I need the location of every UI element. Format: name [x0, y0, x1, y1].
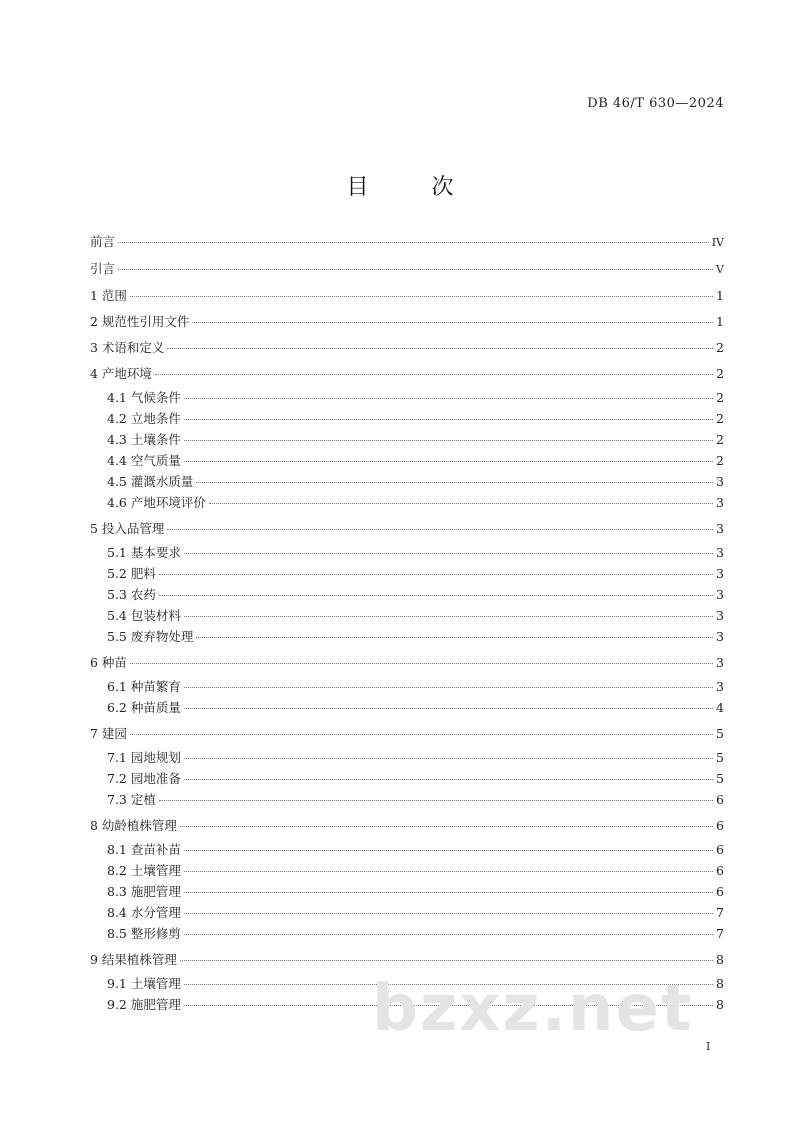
- toc-entry[interactable]: [90, 793, 724, 807]
- toc-entry[interactable]: [90, 701, 724, 715]
- toc-entry-page: 3: [716, 474, 724, 489]
- toc-entry[interactable]: [90, 751, 724, 765]
- toc-entry-page: 3: [716, 655, 724, 670]
- toc-entry-label: 4 产地环境: [90, 366, 152, 381]
- toc-entry[interactable]: [90, 998, 724, 1012]
- toc-entry[interactable]: [90, 953, 724, 967]
- toc-entry-page: 3: [716, 566, 724, 581]
- toc-entry[interactable]: [90, 864, 724, 878]
- toc-leader-dots: [184, 419, 713, 420]
- toc-entry-page: V: [716, 263, 724, 276]
- toc-entry-page: 1: [716, 314, 724, 329]
- toc-leader-dots: [196, 637, 713, 638]
- toc-entry-label: 4.6 产地环境评价: [107, 495, 206, 510]
- toc-entry-page: 3: [716, 521, 724, 536]
- toc-entry-page: 2: [716, 411, 724, 426]
- toc-entry-label: 5 投入品管理: [90, 521, 165, 536]
- toc-leader-dots: [184, 708, 713, 709]
- toc-leader-dots: [184, 984, 713, 985]
- toc-entry-page: 6: [716, 842, 724, 857]
- toc-leader-dots: [209, 503, 713, 504]
- toc-entry-page: 8: [716, 976, 724, 991]
- toc-entry-page: 6: [716, 863, 724, 878]
- toc-leader-dots: [118, 242, 709, 243]
- toc-entry-page: 1: [716, 288, 724, 303]
- toc-leader-dots: [184, 461, 713, 462]
- toc-entry[interactable]: [90, 391, 724, 405]
- toc-leader-dots: [184, 616, 713, 617]
- toc-leader-dots: [184, 440, 713, 441]
- toc-entry[interactable]: [90, 843, 724, 857]
- toc-entry-label: 前言: [90, 234, 116, 249]
- toc-entry[interactable]: [90, 588, 724, 602]
- toc-entry[interactable]: [90, 433, 724, 447]
- toc-leader-dots: [159, 800, 713, 801]
- toc-entry-label: 7 建园: [90, 726, 127, 741]
- toc-entry-label: 6.1 种苗繁育: [107, 679, 181, 694]
- toc-entry-page: 8: [716, 997, 724, 1012]
- toc-entry-page: 8: [716, 952, 724, 967]
- toc-entry-page: 6: [716, 792, 724, 807]
- toc-leader-dots: [159, 574, 713, 575]
- toc-entry[interactable]: [90, 341, 724, 355]
- toc-entry[interactable]: [90, 315, 724, 329]
- watermark: bzxz.net: [372, 972, 694, 1046]
- toc-entry-label: 8.2 土壤管理: [107, 863, 181, 878]
- toc-entry-page: 7: [716, 926, 724, 941]
- toc-entry[interactable]: [90, 819, 724, 833]
- toc-leader-dots: [130, 734, 713, 735]
- page-title: 目 次: [346, 175, 482, 200]
- toc-entry-label: 6.2 种苗质量: [107, 700, 181, 715]
- toc-entry-page: 3: [716, 608, 724, 623]
- toc-leader-dots: [184, 892, 713, 893]
- toc-entry-label: 9 结果植株管理: [90, 952, 177, 967]
- toc-entry[interactable]: [90, 412, 724, 426]
- toc-leader-dots: [184, 398, 713, 399]
- toc-entry-label: 2 规范性引用文件: [90, 314, 190, 329]
- toc-entry-label: 9.2 施肥管理: [107, 997, 181, 1012]
- toc-entry-label: 8.1 查苗补苗: [107, 842, 181, 857]
- toc-entry-label: 7.1 园地规划: [107, 750, 181, 765]
- toc-leader-dots: [180, 960, 713, 961]
- toc-entry[interactable]: [90, 772, 724, 786]
- toc-leader-dots: [184, 871, 713, 872]
- toc-entry-page: 3: [716, 629, 724, 644]
- toc-entry[interactable]: [90, 630, 724, 644]
- toc-entry-label: 5.4 包装材料: [107, 608, 181, 623]
- toc-entry[interactable]: [90, 475, 724, 489]
- toc-leader-dots: [196, 482, 713, 483]
- toc-leader-dots: [167, 529, 713, 530]
- toc-entry-label: 1 范围: [90, 288, 127, 303]
- toc-entry-label: 5.3 农药: [107, 587, 156, 602]
- toc-entry[interactable]: [90, 262, 724, 277]
- toc-entry-label: 7.2 园地准备: [107, 771, 181, 786]
- toc-entry-page: 6: [716, 884, 724, 899]
- toc-entry-page: 5: [716, 771, 724, 786]
- toc-entry[interactable]: [90, 927, 724, 941]
- toc-entry[interactable]: [90, 496, 724, 510]
- toc-leader-dots: [192, 322, 713, 323]
- toc-entry[interactable]: [90, 235, 724, 250]
- toc-leader-dots: [180, 826, 713, 827]
- toc-entry[interactable]: [90, 454, 724, 468]
- toc-leader-dots: [155, 374, 713, 375]
- toc-entry-label: 4.3 土壤条件: [107, 432, 181, 447]
- toc-entry-page: 4: [716, 700, 724, 715]
- toc-entry-label: 4.1 气候条件: [107, 390, 181, 405]
- toc-entry-page: 2: [716, 366, 724, 381]
- toc-entry[interactable]: [90, 609, 724, 623]
- toc-entry-label: 5.2 肥料: [107, 566, 156, 581]
- toc-leader-dots: [130, 296, 713, 297]
- toc-entry-label: 4.5 灌溉水质量: [107, 474, 194, 489]
- toc-leader-dots: [167, 348, 713, 349]
- toc-entry[interactable]: [90, 546, 724, 560]
- toc-entry-page: 3: [716, 545, 724, 560]
- toc-entry-label: 引言: [90, 261, 116, 276]
- toc-entry[interactable]: [90, 522, 724, 536]
- toc-entry-label: 6 种苗: [90, 655, 127, 670]
- toc-leader-dots: [184, 687, 713, 688]
- toc-leader-dots: [130, 663, 713, 664]
- toc-leader-dots: [184, 779, 713, 780]
- toc-leader-dots: [184, 934, 713, 935]
- document-code: DB 46/T 630—2024: [587, 96, 724, 111]
- toc-leader-dots: [184, 758, 713, 759]
- toc-leader-dots: [184, 850, 713, 851]
- toc-entry-label: 5.5 废弃物处理: [107, 629, 194, 644]
- toc-entry-page: 3: [716, 495, 724, 510]
- toc-entry[interactable]: [90, 656, 724, 670]
- toc-entry-page: 3: [716, 587, 724, 602]
- toc-entry-page: 5: [716, 726, 724, 741]
- toc-entry-label: 4.4 空气质量: [107, 453, 181, 468]
- toc-entry[interactable]: [90, 367, 724, 381]
- toc-entry[interactable]: [90, 885, 724, 899]
- toc-leader-dots: [184, 1005, 713, 1006]
- page-number: I: [706, 1040, 711, 1053]
- toc-entry-label: 8 幼龄植株管理: [90, 818, 177, 833]
- toc-entry-page: 2: [716, 390, 724, 405]
- toc-entry-page: 7: [716, 905, 724, 920]
- toc-leader-dots: [184, 553, 713, 554]
- toc-entry-label: 5.1 基本要求: [107, 545, 181, 560]
- toc-entry-page: 5: [716, 750, 724, 765]
- toc-leader-dots: [159, 595, 713, 596]
- toc-entry[interactable]: [90, 289, 724, 303]
- toc-entry-page: 2: [716, 453, 724, 468]
- table-of-contents: [90, 235, 724, 1012]
- toc-entry-label: 8.5 整形修剪: [107, 926, 181, 941]
- toc-entry[interactable]: [90, 977, 724, 991]
- toc-entry[interactable]: [90, 567, 724, 581]
- toc-entry-label: 7.3 定植: [107, 792, 156, 807]
- toc-entry[interactable]: [90, 906, 724, 920]
- toc-entry[interactable]: [90, 680, 724, 694]
- toc-entry[interactable]: [90, 727, 724, 741]
- toc-entry-page: IV: [711, 236, 724, 249]
- toc-leader-dots: [118, 269, 713, 270]
- toc-entry-page: 2: [716, 432, 724, 447]
- toc-entry-page: 6: [716, 818, 724, 833]
- toc-entry-label: 4.2 立地条件: [107, 411, 181, 426]
- toc-entry-label: 3 术语和定义: [90, 340, 165, 355]
- toc-entry-label: 8.3 施肥管理: [107, 884, 181, 899]
- toc-entry-page: 3: [716, 679, 724, 694]
- toc-entry-page: 2: [716, 340, 724, 355]
- toc-leader-dots: [184, 913, 713, 914]
- toc-entry-label: 9.1 土壤管理: [107, 976, 181, 991]
- toc-entry-label: 8.4 水分管理: [107, 905, 181, 920]
